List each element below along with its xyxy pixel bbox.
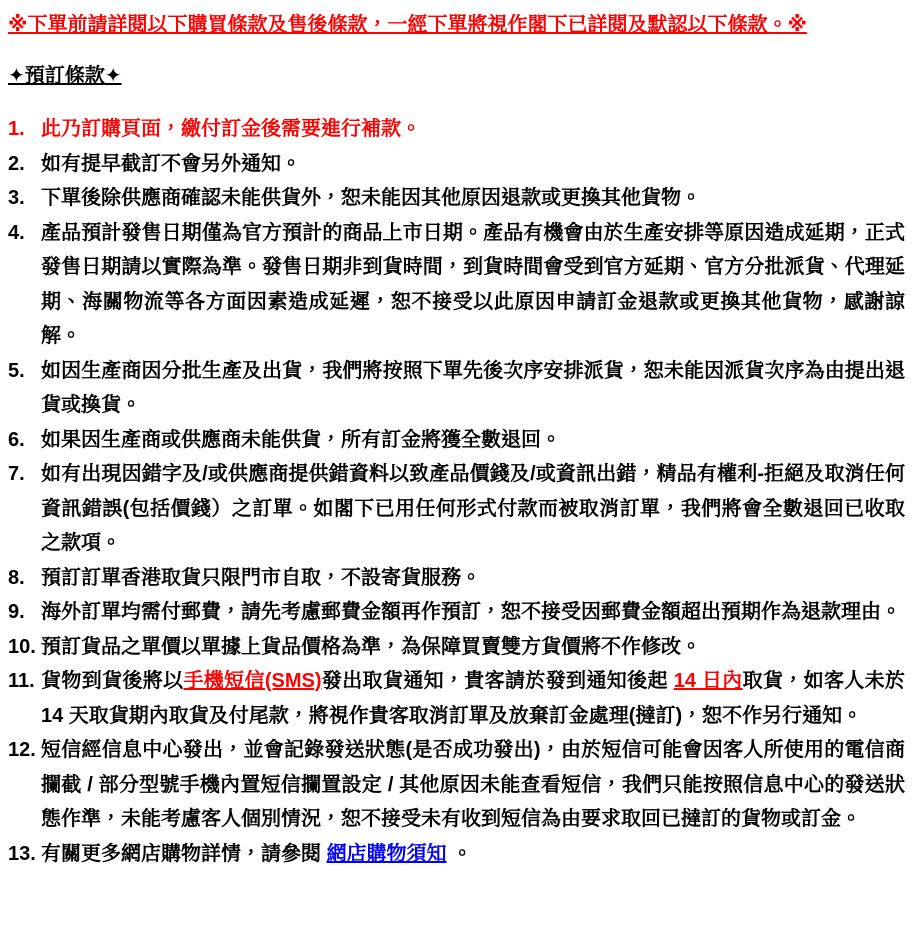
shop-guide-link[interactable]: 網店購物須知 (326, 842, 447, 865)
term-text (41, 181, 905, 216)
term-item-7 (8, 457, 905, 561)
term-item-5 (8, 354, 905, 423)
term-number: 7. (8, 463, 25, 485)
term-number: 9. (8, 601, 25, 623)
term-number: 3. (8, 187, 25, 209)
term-segment: 貨物到貨後將以 (41, 670, 184, 692)
term-number: 11. (8, 670, 35, 692)
term-text (41, 630, 905, 665)
term-text (41, 561, 905, 596)
term-item-3 (8, 181, 905, 216)
sms-highlight: 手機短信(SMS) (183, 670, 322, 692)
term-text (41, 354, 905, 423)
term-text (41, 733, 905, 837)
term-segment: 此乃訂購頁面，繳付訂金後需要進行補款。 (41, 118, 421, 140)
term-number: 4. (8, 221, 25, 244)
term-text (41, 837, 905, 872)
term-text (41, 595, 905, 630)
term-item-1 (8, 112, 905, 147)
term-number: 13. (8, 842, 36, 865)
term-segment: 下單後除供應商確認未能供貨外，恕未能因其他原因退款或更換其他貨物。 (41, 187, 701, 209)
term-text (41, 457, 905, 561)
term-segment: 產品預計發售日期僅為官方預計的商品上市日期。產品有機會由於生產安排等原因造成延期，正式發售日期請以實際為準。發售日期非到貨時間，到貨時間會受到官方延期、官方分批派貨、代理延期、海關物流等各方面因素造成延遲，恕不接受以此原因申請訂金退款或更換其他貨物，感謝諒解。 (41, 221, 905, 347)
term-item-4 (8, 216, 905, 354)
term-segment: 預訂貨品之單價以單據上貨品價格為準，為保障買賣雙方貨價將不作修改。 (41, 635, 701, 658)
term-item-9 (8, 595, 905, 630)
term-text (41, 423, 905, 458)
term-segment: 如果因生產商或供應商未能供貨，所有訂金將獲全數退回。 (41, 428, 561, 451)
term-segment: 短信經信息中心發出，並會記錄發送狀態(是否成功發出)，由於短信可能會因客人所使用的電信商攔截 / 部分型號手機內置短信攔置設定 / 其他原因未能查看短信，我們只能按照信息中心的發送狀態作準，未能考慮客人個別情況，恕不接受未有收到短信為由要求取回已撻訂的貨物或訂金。 (41, 739, 905, 830)
term-segment: 有關更多網店購物詳情，請參閱 (41, 842, 327, 865)
term-number: 6. (8, 428, 25, 451)
term-item-8 (8, 561, 905, 596)
term-segment: 如有提早截訂不會另外通知。 (41, 152, 301, 175)
term-text (41, 112, 905, 147)
term-number: 2. (8, 152, 25, 175)
term-item-13 (8, 837, 905, 872)
term-text (41, 147, 905, 182)
pickup-deadline-highlight: 14 日內 (673, 670, 743, 692)
term-segment: 發出取貨通知，貴客請於發到通知後起 (321, 670, 674, 692)
term-segment: 如有出現因錯字及/或供應商提供錯資料以致產品價錢及/或資訊出錯，精品有權利-拒絕及取消任何資訊錯誤(包括價錢）之訂單。如閣下已用任何形式付款而被取消訂單，我們將會全數退回已收取之款項。 (41, 463, 905, 554)
term-number: 10. (8, 635, 36, 658)
term-text (41, 664, 905, 733)
term-item-2 (8, 147, 905, 182)
purchase-terms-notice: ※下單前請詳閱以下購買條款及售後條款，一經下單將視作閣下已詳閱及默認以下條款。※ (8, 14, 807, 36)
term-segment: 。 (446, 842, 473, 865)
term-segment: 預訂訂單香港取貨只限門市自取，不設寄貨服務。 (41, 566, 481, 589)
term-segment: 海外訂單均需付郵費，請先考慮郵費金額再作預訂，恕不接受因郵費金額超出預期作為退款理由。 (41, 601, 901, 623)
term-number: 12. (8, 739, 36, 761)
term-item-6 (8, 423, 905, 458)
term-text (41, 216, 905, 354)
term-segment: 取貨，如客人未於 14 天取貨期內取貨及付尾款，將視作貴客取消訂單及放棄訂金處理(撻訂)，恕不作另行通知。 (41, 670, 906, 727)
term-number: 1. (8, 118, 25, 140)
term-number: 5. (8, 359, 25, 382)
term-item-12 (8, 733, 905, 837)
preorder-terms-title: ✦預訂條款✦ (8, 65, 122, 87)
term-item-10 (8, 630, 905, 665)
term-number: 8. (8, 566, 25, 589)
term-item-11 (8, 664, 905, 733)
term-segment: 如因生產商因分批生產及出貨，我們將按照下單先後次序安排派貨，恕未能因派貨次序為由提出退貨或換貨。 (41, 359, 905, 416)
terms-list (8, 112, 905, 871)
